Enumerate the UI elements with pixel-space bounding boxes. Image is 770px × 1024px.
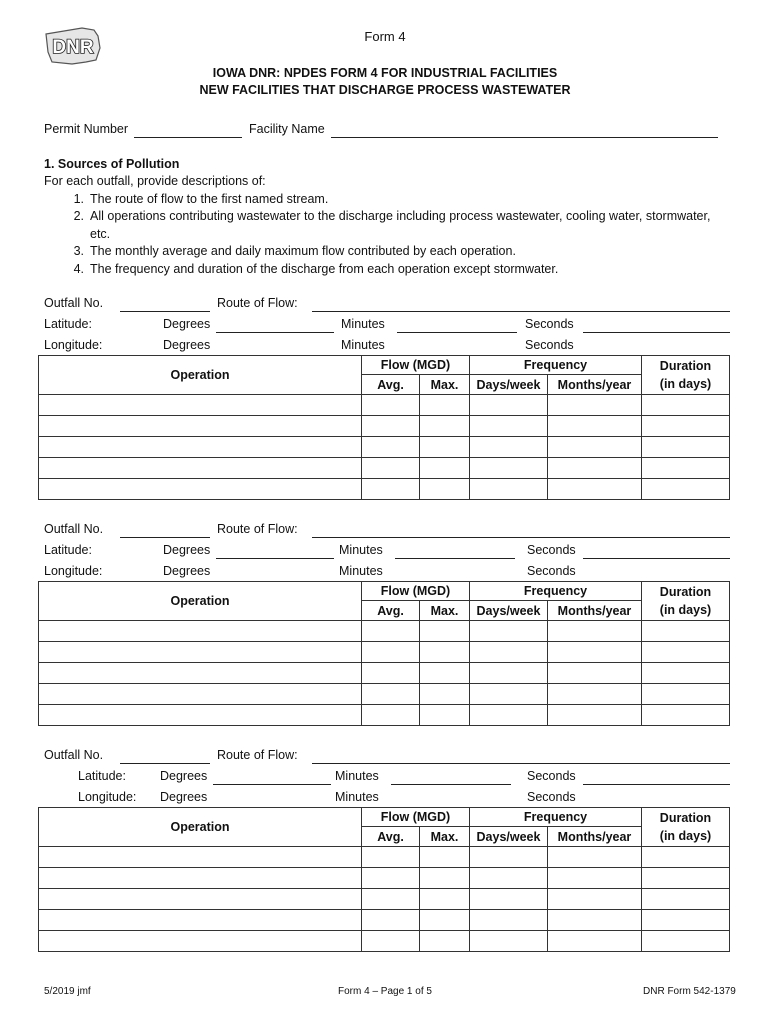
- max-header: Max.: [420, 601, 470, 621]
- latitude-seconds-field[interactable]: [583, 332, 730, 333]
- longitude-label: Longitude:: [78, 790, 137, 804]
- route-of-flow-field[interactable]: [312, 763, 730, 764]
- seconds-label: Seconds: [527, 564, 576, 578]
- latitude-degrees-field[interactable]: [213, 784, 331, 785]
- latitude-degrees-field[interactable]: [216, 558, 334, 559]
- table-cell[interactable]: [39, 663, 362, 684]
- table-row: [39, 621, 730, 642]
- table-cell[interactable]: [362, 684, 420, 705]
- frequency-header: Frequency: [470, 582, 642, 601]
- table-cell[interactable]: [39, 889, 362, 910]
- table-cell[interactable]: [362, 889, 420, 910]
- months-year-header: Months/year: [548, 375, 642, 395]
- table-cell[interactable]: [642, 684, 730, 705]
- form-title-line-1: IOWA DNR: NPDES FORM 4 FOR INDUSTRIAL FACILITIES: [212, 66, 558, 80]
- minutes-label: Minutes: [339, 543, 383, 557]
- table-cell[interactable]: [642, 621, 730, 642]
- list-item: 1. The route of flow to the first named stream.: [73, 192, 329, 206]
- footer-date: 5/2019 jmf: [44, 986, 91, 997]
- table-cell[interactable]: [548, 663, 642, 684]
- logo-text: DNR: [52, 37, 94, 58]
- table-cell[interactable]: [39, 931, 362, 952]
- form-number: Form 4: [364, 29, 406, 44]
- seconds-label: Seconds: [527, 769, 576, 783]
- table-cell[interactable]: [39, 458, 362, 479]
- outfall-no-label: Outfall No.: [44, 748, 104, 762]
- table-cell[interactable]: [420, 889, 470, 910]
- degrees-label: Degrees: [160, 769, 208, 783]
- longitude-label: Longitude:: [44, 564, 103, 578]
- table-cell[interactable]: [39, 642, 362, 663]
- table-cell[interactable]: [39, 416, 362, 437]
- table-cell[interactable]: [362, 642, 420, 663]
- section-title: 1. Sources of Pollution: [44, 157, 180, 171]
- table-cell[interactable]: [642, 889, 730, 910]
- table-cell[interactable]: [470, 479, 548, 500]
- table-cell[interactable]: [642, 663, 730, 684]
- table-cell[interactable]: [362, 868, 420, 889]
- table-cell[interactable]: [548, 868, 642, 889]
- latitude-degrees-field[interactable]: [216, 332, 334, 333]
- section-intro: For each outfall, provide descriptions of:: [44, 174, 266, 188]
- table-cell[interactable]: [642, 479, 730, 500]
- table-cell[interactable]: [362, 931, 420, 952]
- frequency-header: Frequency: [470, 808, 642, 827]
- latitude-label: Latitude:: [78, 769, 126, 783]
- latitude-minutes-field[interactable]: [397, 332, 517, 333]
- duration-header: Duration (in days): [642, 356, 730, 395]
- table-cell[interactable]: [420, 705, 470, 726]
- table-cell[interactable]: [470, 868, 548, 889]
- operations-table: [38, 355, 730, 500]
- table-cell[interactable]: [420, 847, 470, 868]
- operation-header: Operation: [39, 356, 362, 395]
- table-cell[interactable]: [470, 458, 548, 479]
- degrees-label: Degrees: [163, 317, 211, 331]
- table-cell[interactable]: [362, 395, 420, 416]
- table-cell[interactable]: [362, 437, 420, 458]
- minutes-label: Minutes: [335, 769, 379, 783]
- table-cell[interactable]: [420, 684, 470, 705]
- degrees-label: Degrees: [163, 338, 211, 352]
- table-cell[interactable]: [420, 663, 470, 684]
- days-week-header: Days/week: [470, 601, 548, 621]
- table-row: [39, 642, 730, 663]
- table-cell[interactable]: [420, 910, 470, 931]
- max-header: Max.: [420, 375, 470, 395]
- operation-header: Operation: [39, 582, 362, 621]
- table-cell[interactable]: [420, 458, 470, 479]
- minutes-label: Minutes: [341, 338, 385, 352]
- instruction-list: [44, 191, 724, 278]
- route-of-flow-field[interactable]: [312, 537, 730, 538]
- latitude-seconds-field[interactable]: [583, 558, 730, 559]
- table-cell[interactable]: [470, 621, 548, 642]
- table-row: [39, 847, 730, 868]
- table-cell[interactable]: [548, 847, 642, 868]
- table-cell[interactable]: [642, 458, 730, 479]
- table-cell[interactable]: [548, 479, 642, 500]
- table-cell[interactable]: [642, 868, 730, 889]
- avg-header: Avg.: [362, 375, 420, 395]
- table-cell[interactable]: [642, 847, 730, 868]
- facility-name-label: Facility Name: [249, 122, 325, 136]
- days-week-header: Days/week: [470, 827, 548, 847]
- latitude-minutes-field[interactable]: [391, 784, 511, 785]
- table-cell[interactable]: [548, 705, 642, 726]
- flow-header: Flow (MGD): [362, 356, 470, 375]
- table-cell[interactable]: [470, 847, 548, 868]
- degrees-label: Degrees: [163, 564, 211, 578]
- table-cell[interactable]: [548, 931, 642, 952]
- table-cell[interactable]: [420, 437, 470, 458]
- table-row: [39, 479, 730, 500]
- table-cell[interactable]: [362, 705, 420, 726]
- table-cell[interactable]: [470, 642, 548, 663]
- permit-number-field[interactable]: [134, 137, 242, 138]
- table-cell[interactable]: [420, 416, 470, 437]
- table-cell[interactable]: [470, 684, 548, 705]
- table-cell[interactable]: [39, 479, 362, 500]
- flow-header: Flow (MGD): [362, 808, 470, 827]
- table-row: [39, 889, 730, 910]
- table-cell[interactable]: [362, 416, 420, 437]
- table-cell[interactable]: [470, 416, 548, 437]
- outfall-no-label: Outfall No.: [44, 522, 104, 536]
- outfall-no-label: Outfall No.: [44, 296, 104, 310]
- operations-table: [38, 581, 730, 726]
- minutes-label: Minutes: [335, 790, 379, 804]
- table-cell[interactable]: [39, 621, 362, 642]
- table-cell[interactable]: [362, 621, 420, 642]
- outfall-no-field[interactable]: [120, 763, 210, 764]
- table-row: [39, 684, 730, 705]
- table-row: [39, 663, 730, 684]
- table-cell[interactable]: [362, 479, 420, 500]
- frequency-header: Frequency: [470, 356, 642, 375]
- list-item: 2. All operations contributing wastewater to the discharge including process wastewater, cooling water, stormwater, etc.: [73, 209, 711, 241]
- list-item: 3. The monthly average and daily maximum flow contributed by each operation.: [73, 244, 516, 259]
- max-header: Max.: [420, 827, 470, 847]
- table-cell[interactable]: [548, 684, 642, 705]
- permit-number-label: Permit Number: [44, 122, 129, 136]
- table-cell[interactable]: [642, 416, 730, 437]
- table-cell[interactable]: [548, 889, 642, 910]
- days-week-header: Days/week: [470, 375, 548, 395]
- longitude-label: Longitude:: [44, 338, 103, 352]
- route-of-flow-label: Route of Flow:: [217, 296, 298, 310]
- form-title-line-2: NEW FACILITIES THAT DISCHARGE PROCESS WASTEWATER: [199, 83, 571, 97]
- route-of-flow-field[interactable]: [312, 311, 730, 312]
- table-cell[interactable]: [548, 437, 642, 458]
- footer-form-id: DNR Form 542-1379: [643, 986, 736, 997]
- table-row: [39, 868, 730, 889]
- flow-header: Flow (MGD): [362, 582, 470, 601]
- route-of-flow-label: Route of Flow:: [217, 522, 298, 536]
- table-cell[interactable]: [642, 931, 730, 952]
- table-cell[interactable]: [420, 621, 470, 642]
- operation-header: Operation: [39, 808, 362, 847]
- table-cell[interactable]: [642, 395, 730, 416]
- table-row: [39, 931, 730, 952]
- duration-header: Duration (in days): [642, 808, 730, 847]
- outfall-no-field[interactable]: [120, 311, 210, 312]
- latitude-seconds-field[interactable]: [583, 784, 730, 785]
- duration-header: Duration (in days): [642, 582, 730, 621]
- table-cell[interactable]: [548, 910, 642, 931]
- route-of-flow-label: Route of Flow:: [217, 748, 298, 762]
- avg-header: Avg.: [362, 827, 420, 847]
- table-cell[interactable]: [39, 868, 362, 889]
- table-row: [39, 910, 730, 931]
- table-cell[interactable]: [420, 479, 470, 500]
- table-cell[interactable]: [362, 847, 420, 868]
- table-cell[interactable]: [470, 663, 548, 684]
- dnr-logo: [42, 22, 104, 68]
- list-item: 4. The frequency and duration of the discharge from each operation except stormwater.: [73, 261, 559, 276]
- table-cell[interactable]: [39, 395, 362, 416]
- table-cell[interactable]: [642, 642, 730, 663]
- seconds-label: Seconds: [525, 338, 574, 352]
- table-cell[interactable]: [642, 437, 730, 458]
- latitude-label: Latitude:: [44, 543, 92, 557]
- minutes-label: Minutes: [341, 317, 385, 331]
- table-cell[interactable]: [548, 458, 642, 479]
- table-cell[interactable]: [362, 910, 420, 931]
- table-cell[interactable]: [420, 868, 470, 889]
- table-cell[interactable]: [39, 684, 362, 705]
- table-cell[interactable]: [420, 395, 470, 416]
- avg-header: Avg.: [362, 601, 420, 621]
- degrees-label: Degrees: [160, 790, 208, 804]
- table-row: [39, 395, 730, 416]
- table-cell[interactable]: [39, 910, 362, 931]
- table-cell[interactable]: [470, 437, 548, 458]
- footer-page: Form 4 – Page 1 of 5: [338, 986, 432, 997]
- seconds-label: Seconds: [527, 543, 576, 557]
- months-year-header: Months/year: [548, 827, 642, 847]
- table-cell[interactable]: [470, 931, 548, 952]
- table-cell[interactable]: [470, 910, 548, 931]
- minutes-label: Minutes: [339, 564, 383, 578]
- table-cell[interactable]: [39, 437, 362, 458]
- table-row: [39, 437, 730, 458]
- latitude-label: Latitude:: [44, 317, 92, 331]
- latitude-minutes-field[interactable]: [395, 558, 515, 559]
- table-cell[interactable]: [642, 705, 730, 726]
- table-cell[interactable]: [470, 395, 548, 416]
- facility-name-field[interactable]: [331, 137, 718, 138]
- table-cell[interactable]: [420, 642, 470, 663]
- degrees-label: Degrees: [163, 543, 211, 557]
- outfall-no-field[interactable]: [120, 537, 210, 538]
- table-cell[interactable]: [39, 705, 362, 726]
- table-cell[interactable]: [548, 642, 642, 663]
- table-cell[interactable]: [642, 910, 730, 931]
- table-row: [39, 416, 730, 437]
- table-row: [39, 458, 730, 479]
- months-year-header: Months/year: [548, 601, 642, 621]
- table-cell[interactable]: [470, 889, 548, 910]
- operations-table: [38, 807, 730, 952]
- table-cell[interactable]: [548, 416, 642, 437]
- table-cell[interactable]: [362, 663, 420, 684]
- table-cell[interactable]: [548, 621, 642, 642]
- seconds-label: Seconds: [527, 790, 576, 804]
- table-cell[interactable]: [470, 705, 548, 726]
- table-cell[interactable]: [362, 458, 420, 479]
- table-row: [39, 705, 730, 726]
- table-cell[interactable]: [548, 395, 642, 416]
- table-cell[interactable]: [420, 931, 470, 952]
- table-cell[interactable]: [39, 847, 362, 868]
- seconds-label: Seconds: [525, 317, 574, 331]
